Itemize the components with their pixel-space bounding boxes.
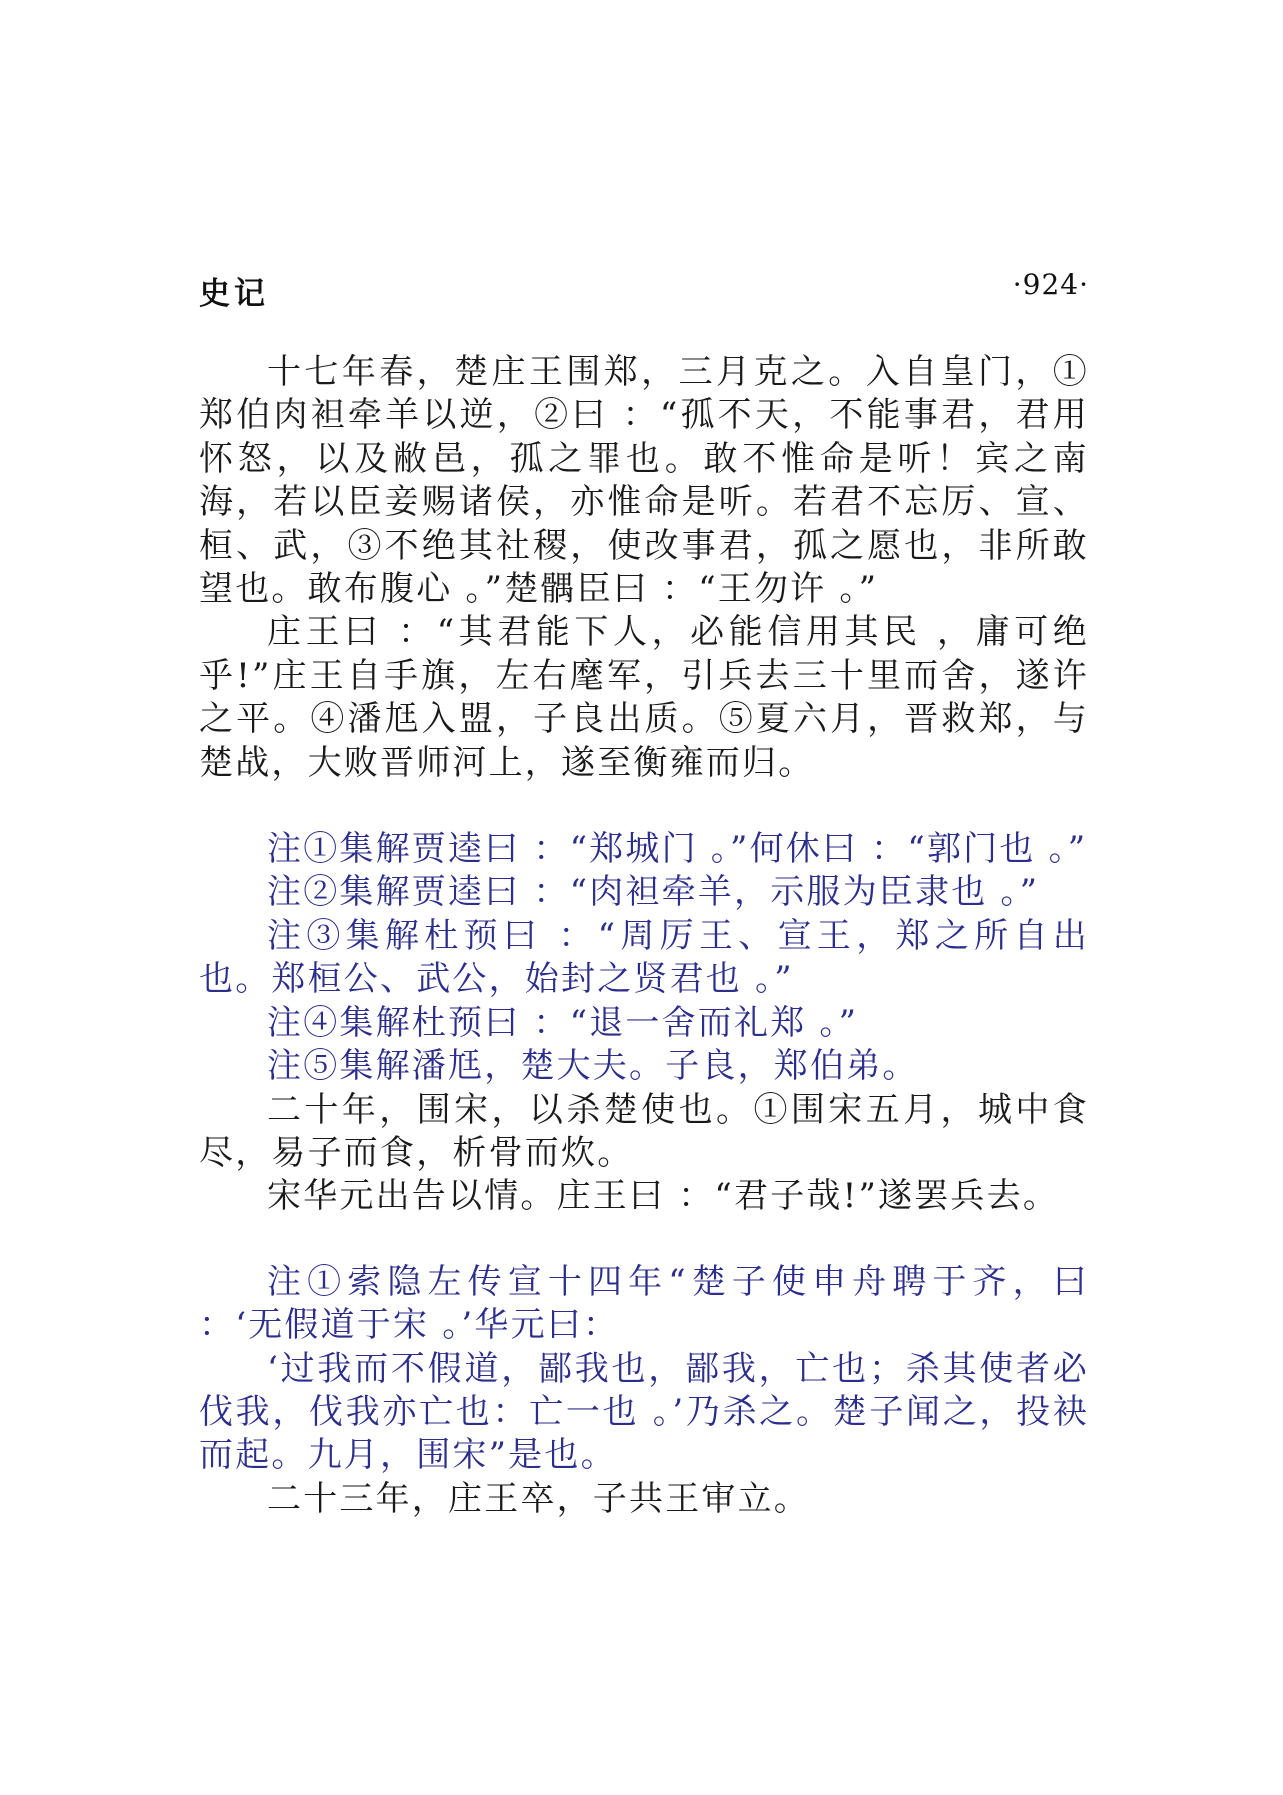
body-paragraph: 庄王曰 ：“其君能下人，必能信用其民 ，庸可绝乎!”庄王自手旗，左右麾军，引兵去三十里而舍，遂许之平。④潘尪入盟，子良出质。⑤夏六月，晋救郑，与楚战，大败晋师河上，遂至衡雍而归。	[199, 612, 1089, 783]
section-gap	[199, 785, 1089, 828]
annotation-note: 注④集解杜预曰 ：“退一舍而礼郑 。”	[267, 1002, 859, 1043]
annotation-note: 注①集解贾逵曰 ：“郑城门 。”何休曰 ：“郭门也 。”	[267, 829, 1088, 870]
body-paragraph: 二十三年，庄王卒，子共王审立。	[267, 1478, 810, 1519]
body-paragraph: 宋华元出告以情。庄王曰 ：“君子哉!”遂罢兵去。	[267, 1176, 1060, 1217]
annotation-note: 注②集解贾逵曰 ：“肉袒牵羊，示服为臣隶也 。”	[267, 872, 1040, 913]
page-header	[199, 268, 1089, 312]
body-paragraph: 十七年春，楚庄王围郑，三月克之。入自皇门，①郑伯肉袒牵羊以逆，②曰 ：“孤不天，不能事君，君用怀怒，以及敝邑，孤之罪也。敢不惟命是听！宾之南海，若以臣妾赐诸侯，亦惟命是听。若君不忘厉、宣、桓、武，③不绝其社稷，使改事君，孤之愿也，非所敢望也。敢布腹心 。”楚髃臣曰 ：“王勿许 。”	[199, 352, 1089, 610]
page-body	[199, 351, 1089, 1521]
body-paragraph: 二十年，围宋，以杀楚使也。①围宋五月，城中食尽，易子而食，析骨而炊。	[199, 1089, 1089, 1173]
book-title: 史记	[199, 276, 269, 312]
annotation-note: 注①索隐左传宣十四年“楚子使申舟聘于齐，曰 ：‘无假道于宋 。’华元曰：	[199, 1261, 1089, 1346]
page-number: ·924·	[1012, 268, 1089, 301]
section-gap	[199, 1219, 1089, 1261]
annotation-note: ‘过我而不假道，鄙我也，鄙我，亡也；杀其使者必伐我，伐我亦亡也：亡一也 。’乃杀之。楚子闻之，投袂而起。九月，围宋”是也。	[199, 1348, 1089, 1476]
annotation-note: 注⑤集解潘尪，楚大夫。子良，郑伯弟。	[267, 1046, 919, 1087]
annotation-note: 注③集解杜预曰 ：“周厉王、宣王，郑之所自出也。郑桓公、武公，始封之贤君也 。”	[199, 915, 1089, 1000]
